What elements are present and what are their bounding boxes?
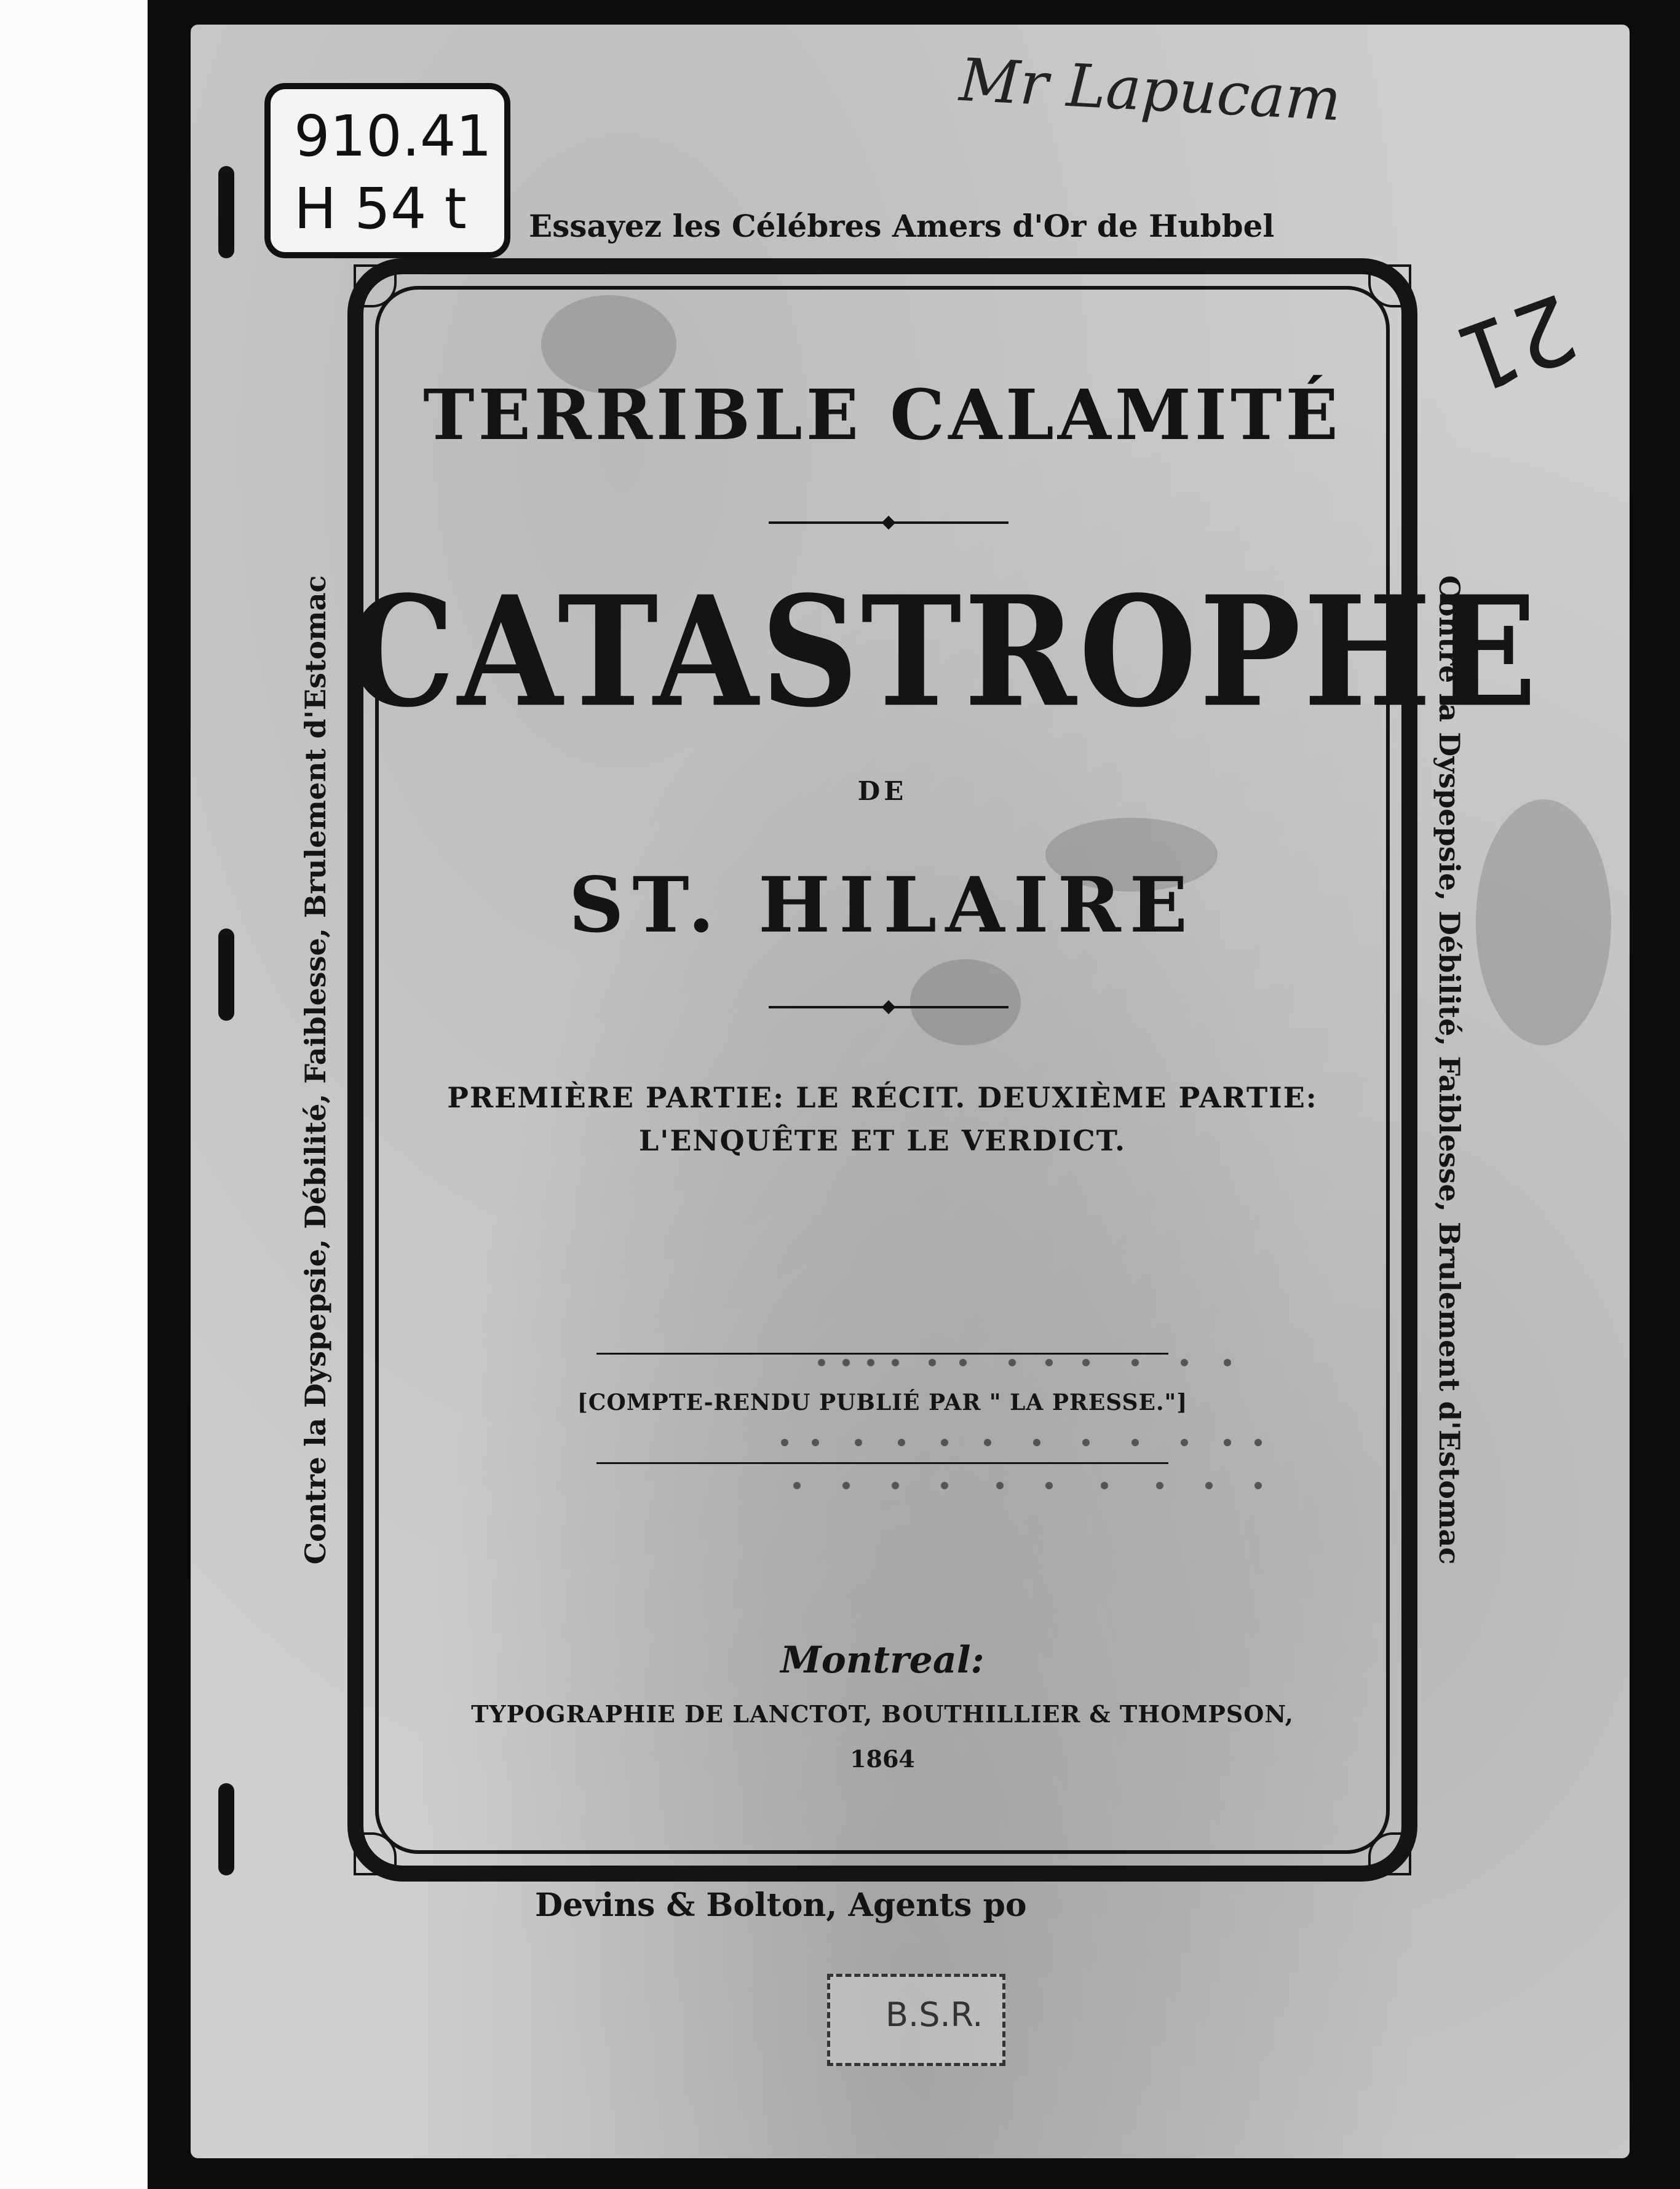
- title-connector: DE: [857, 776, 908, 806]
- imprint-printer: TYPOGRAPHIE DE LANCTOT, BOUTHILLIER & THOMPSON,: [471, 1700, 1294, 1728]
- adjacent-blank-page: [0, 0, 148, 2189]
- binding-hole: [218, 1783, 234, 1875]
- place-title: ST. HILAIRE: [568, 861, 1197, 950]
- call-number-line2: H 54 t: [294, 176, 467, 242]
- call-number-label: [264, 83, 510, 258]
- imprint-city: Montreal:: [780, 1639, 985, 1682]
- top-advertisement: Essayez les Célébres Amers d'Or de Hubbel: [529, 208, 1275, 244]
- library-stamp: [827, 1974, 1005, 2066]
- call-number-line1: 910.41: [294, 103, 492, 169]
- parts-description: [347, 1076, 1417, 1162]
- imprint-year: 1864: [850, 1745, 915, 1773]
- binding-hole: [218, 166, 234, 258]
- side-advertisement-left: Contre la Dyspepsie, Débilité, Faiblesse, Brulement d'Estomac: [299, 575, 332, 1565]
- horizontal-rule: [596, 1462, 1168, 1464]
- report-note: [COMPTE-RENDU PUBLIÉ PAR " LA PRESSE."]: [577, 1390, 1188, 1415]
- handwritten-number: 21: [1442, 272, 1590, 413]
- bottom-advertisement: Devins & Bolton, Agents po: [535, 1886, 1027, 1924]
- parts-line2: L'ENQUÊTE ET LE VERDICT.: [638, 1124, 1127, 1157]
- paper-stain: [1476, 799, 1611, 1045]
- binding-hole: [218, 928, 234, 1021]
- subtitle: TERRIBLE CALAMITÉ: [423, 375, 1342, 456]
- horizontal-rule: [596, 1353, 1168, 1355]
- parts-line1: PREMIÈRE PARTIE: LE RÉCIT. DEUXIÈME PARTIE:: [447, 1081, 1318, 1114]
- side-advertisement-right: Contre la Dyspepsie, Débilité, Faiblesse, Brulement d'Estomac: [1433, 575, 1466, 1565]
- library-stamp-text: B.S.R.: [886, 1995, 983, 2034]
- handwritten-signature: Mr Lapucam: [957, 45, 1343, 135]
- main-title: CATASTROPHE: [347, 562, 1540, 741]
